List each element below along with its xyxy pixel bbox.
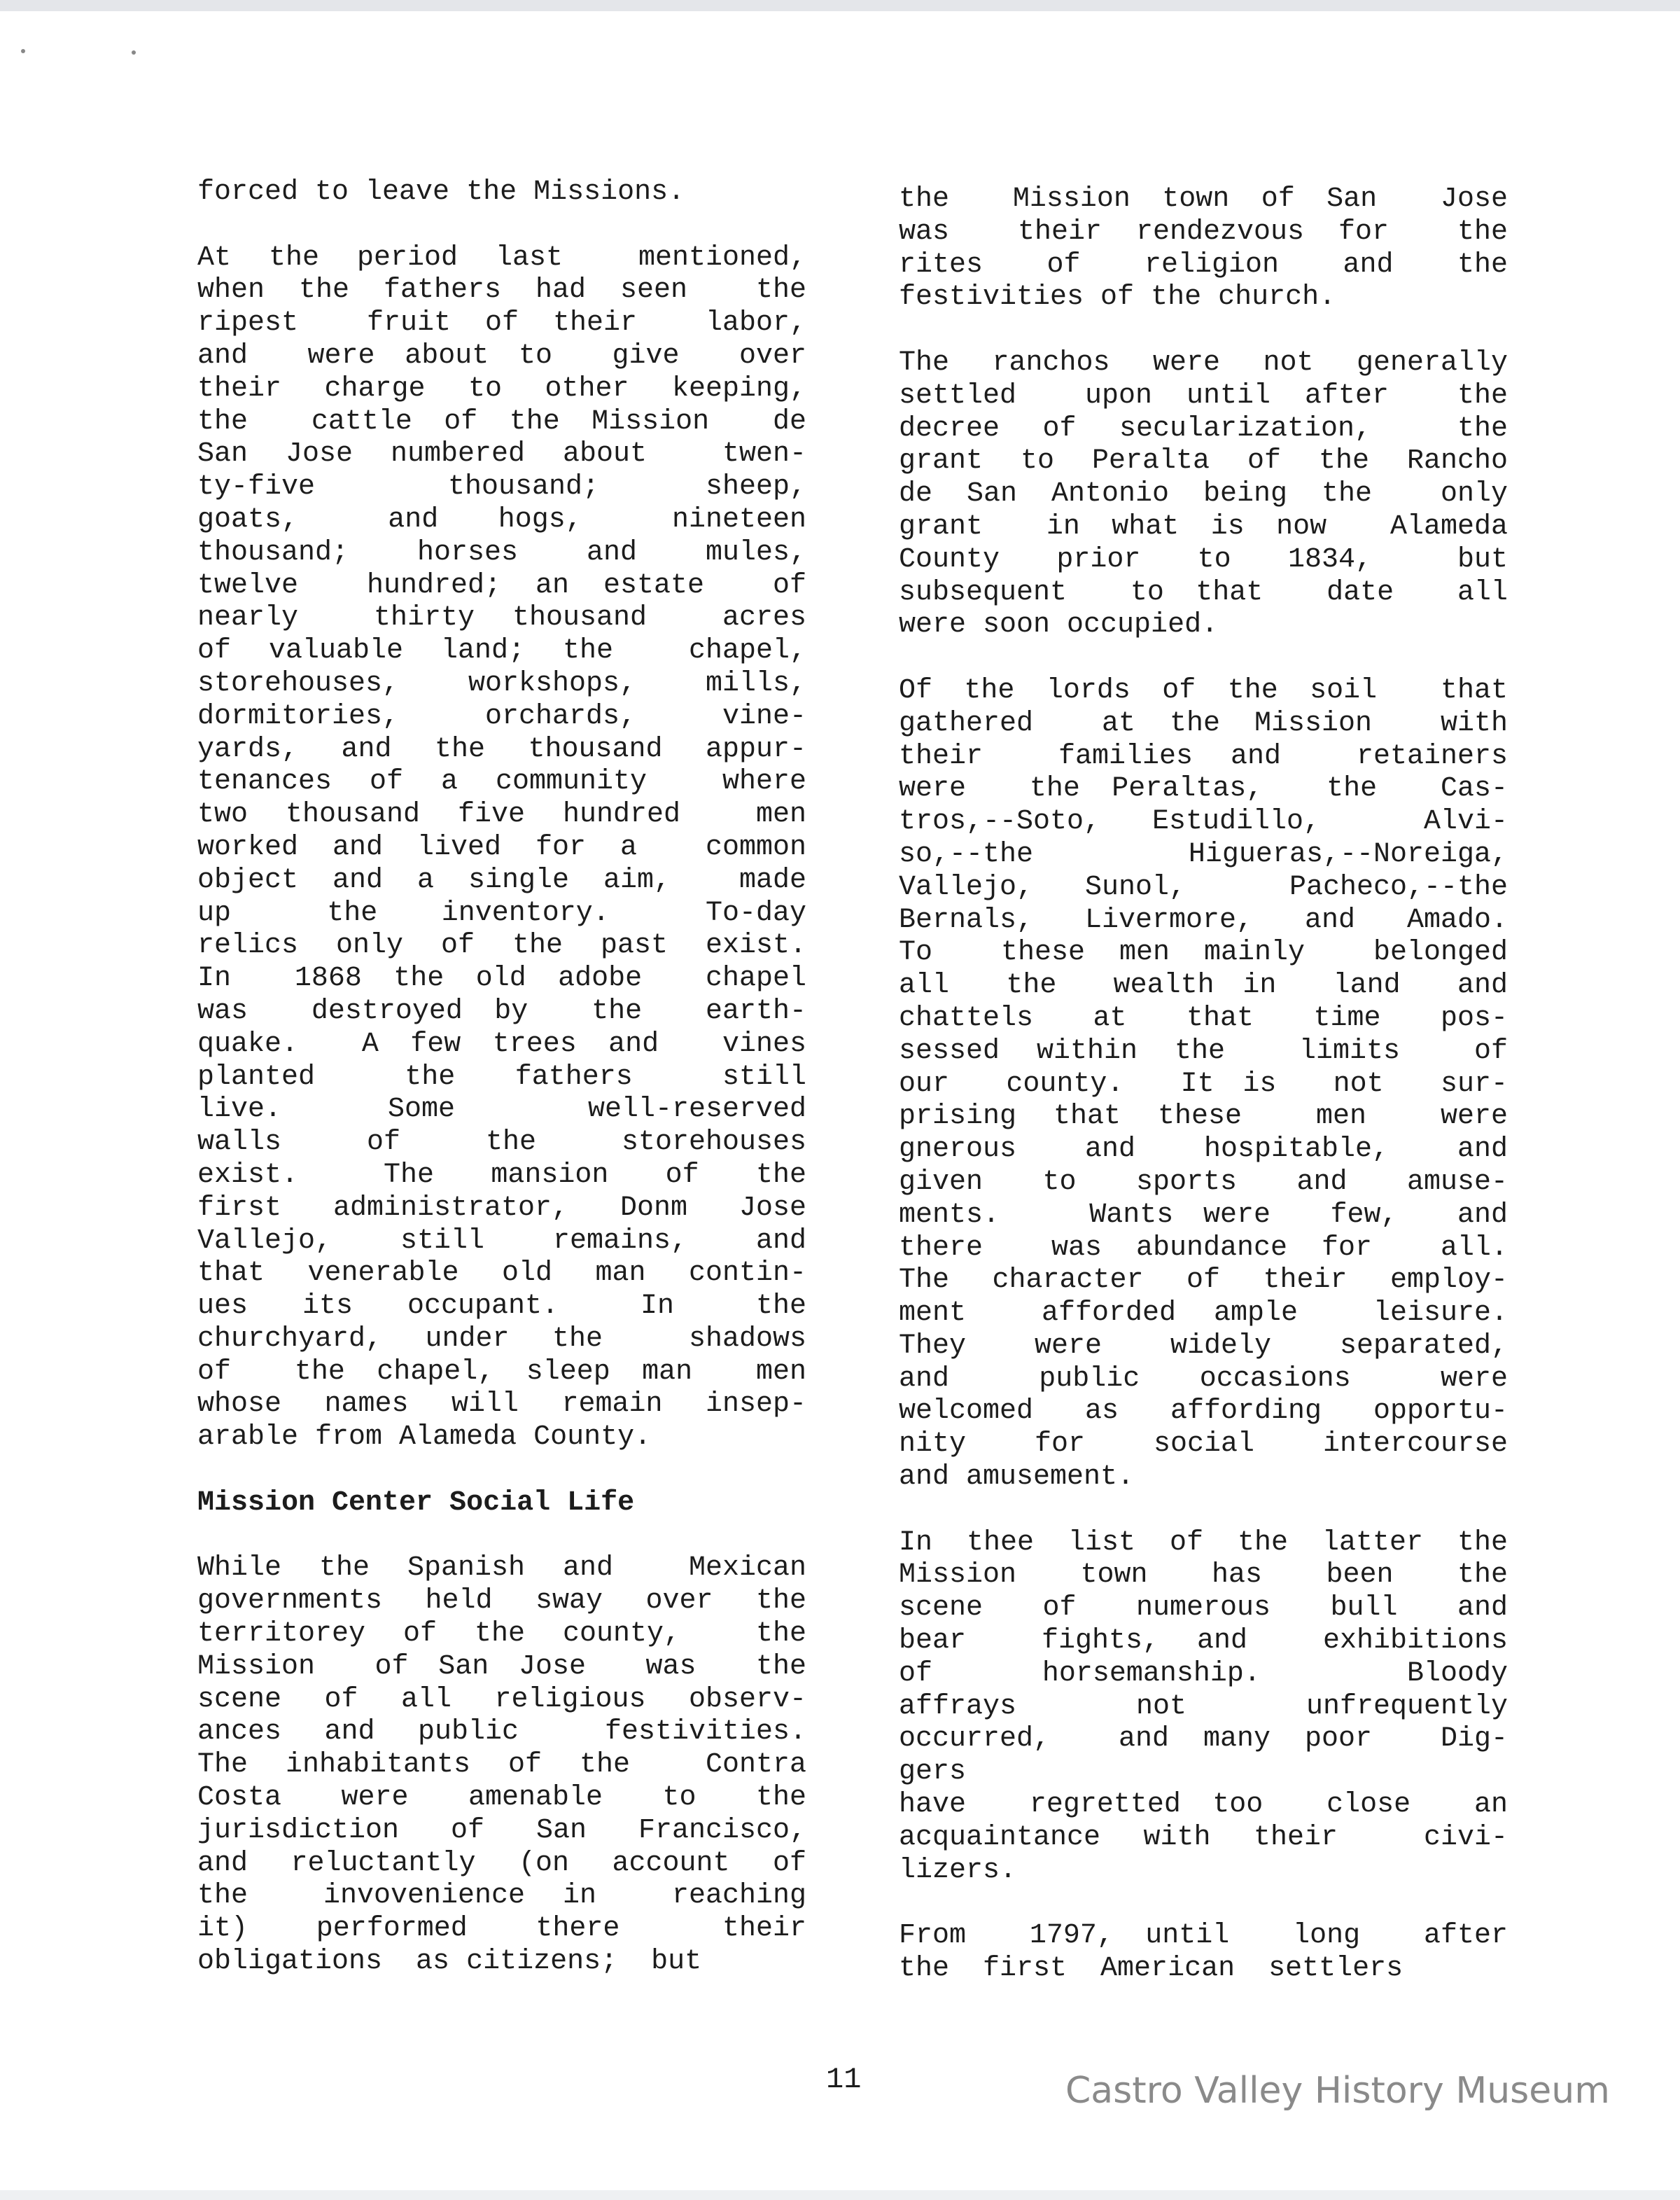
text-line: ripest fruit of their labor, [197, 307, 806, 340]
text-line: first administrator, Donm Jose [197, 1192, 806, 1224]
text-line: ty-five thousand; sheep, [197, 471, 806, 503]
text-line: Vallejo, Sunol, Pacheco,--the [899, 871, 1508, 903]
text-line: Costa were amenable to the [197, 1782, 806, 1814]
text-line: grant in what is now Alameda [899, 510, 1508, 543]
text-line: governments held sway over the [197, 1585, 806, 1617]
text-line: County prior to 1834, but [899, 543, 1508, 576]
text-line: While the Spanish and Mexican [197, 1552, 806, 1585]
scan-speck [21, 49, 25, 53]
text-line: rites of religion and the [899, 249, 1508, 281]
text-line: of horsemanship. Bloody [899, 1657, 1508, 1690]
text-line: whose names will remain insep- [197, 1388, 806, 1421]
paragraph [899, 1527, 1508, 1888]
paragraph [899, 675, 1508, 1494]
text-line: were the Peraltas, the Cas- [899, 773, 1508, 805]
text-line: ments. Wants were few, and [899, 1199, 1508, 1231]
text-line: bear fights, and exhibitions [899, 1625, 1508, 1657]
text-line: the cattle of the Mission de [197, 405, 806, 438]
text-line: gathered at the Mission with [899, 707, 1508, 739]
text-line: acquaintance with their civi- [899, 1821, 1508, 1853]
text-line: was destroyed by the earth- [197, 995, 806, 1027]
page-number: 11 [826, 2063, 862, 2096]
text-line: that venerable old man contin- [197, 1258, 806, 1290]
text-line: planted the fathers still [197, 1061, 806, 1093]
museum-watermark: Castro Valley History Museum [1065, 2070, 1610, 2112]
text-line: The character of their employ- [899, 1265, 1508, 1297]
text-line: prising that these men were [899, 1101, 1508, 1133]
text-line: affrays not unfrequently [899, 1690, 1508, 1722]
text-line: was their rendezvous for the [899, 216, 1508, 248]
text-line: The ranchos were not generally [899, 347, 1508, 379]
text-line: tros,--Soto, Estudillo, Alvi- [899, 806, 1508, 838]
text-line: To these men mainly belonged [899, 937, 1508, 969]
text-line: Bernals, Livermore, and Amado. [899, 904, 1508, 936]
text-line: nearly thirty thousand acres [197, 602, 806, 634]
text-line: two thousand five hundred men [197, 799, 806, 831]
paragraph [197, 242, 806, 1454]
section-heading: Mission Center Social Life [197, 1487, 635, 1519]
text-line: thousand; horses and mules, [197, 536, 806, 569]
text-line: so,--the Higueras,--Noreiga, [899, 838, 1508, 870]
text-line: when the fathers had seen the [197, 274, 806, 307]
text-line: quake. A few trees and vines [197, 1028, 806, 1060]
text-line: San Jose numbered about twen- [197, 438, 806, 471]
paragraph [899, 347, 1508, 642]
text-line: walls of the storehouses [197, 1127, 806, 1159]
text-line: nity for social intercourse [899, 1428, 1508, 1461]
text-line: obligations as citizens; but [197, 1946, 702, 1978]
left-column [197, 176, 806, 2012]
text-line: gers [899, 1756, 967, 1788]
text-line: all the wealth in land and [899, 970, 1508, 1002]
text-line: tenances of a community where [197, 766, 806, 798]
text-line: storehouses, workshops, mills, [197, 667, 806, 699]
scan-speck [132, 50, 136, 55]
text-line: of valuable land; the chapel, [197, 635, 806, 667]
text-line: At the period last mentioned, [197, 242, 806, 274]
text-line: grant to Peralta of the Rancho [899, 445, 1508, 478]
text-line: Mission of San Jose was the [197, 1650, 806, 1683]
text-line: chattels at that time pos- [899, 1002, 1508, 1034]
text-line: forced to leave the Missions. [197, 176, 685, 208]
text-line: de San Antonio being the only [899, 478, 1508, 510]
text-line: relics only of the past exist. [197, 930, 806, 962]
text-line: it) performed there their [197, 1913, 806, 1945]
text-line: jurisdiction of San Francisco, [197, 1814, 806, 1846]
text-line: From 1797, until long after [899, 1920, 1508, 1952]
text-line: decree of secularization, the [899, 412, 1508, 445]
scan-top-edge [0, 0, 1680, 11]
text-line: churchyard, under the shadows [197, 1323, 806, 1355]
text-line: occurred, and many poor Dig- [899, 1723, 1508, 1755]
text-line: Mission town has been the [899, 1559, 1508, 1592]
text-line: and public occasions were [899, 1363, 1508, 1395]
text-line: their families and retainers [899, 740, 1508, 772]
right-column [899, 183, 1508, 2019]
text-line: dormitories, orchards, vine- [197, 700, 806, 732]
text-line: Of the lords of the soil that [899, 674, 1508, 706]
text-line: yards, and the thousand appur- [197, 733, 806, 765]
text-line: ment afforded ample leisure. [899, 1297, 1508, 1330]
paragraph [899, 1920, 1508, 1986]
text-line: lizers. [899, 1854, 1017, 1886]
text-line: and were about to give over [197, 340, 806, 372]
text-line: of the chapel, sleep man men [197, 1356, 806, 1388]
paragraph [197, 1552, 806, 1978]
text-line: goats, and hogs, nineteen [197, 503, 806, 536]
text-line: the first American settlers [899, 1953, 1404, 1985]
text-line: They were widely separated, [899, 1330, 1508, 1362]
text-line: up the inventory. To-day [197, 897, 806, 929]
text-line: and amusement. [899, 1461, 1135, 1494]
text-line: have regretted too close an [899, 1789, 1508, 1821]
paragraph [899, 183, 1508, 314]
text-line: our county. It is not sur- [899, 1068, 1508, 1100]
text-line: The inhabitants of the Contra [197, 1749, 806, 1781]
text-line: ances and public festivities. [197, 1716, 806, 1748]
text-line: worked and lived for a common [197, 831, 806, 863]
text-line: Vallejo, still remains, and [197, 1225, 806, 1257]
text-line: ues its occupant. In the [197, 1290, 806, 1323]
text-line: twelve hundred; an estate of [197, 569, 806, 601]
text-line: territorey of the county, the [197, 1618, 806, 1650]
text-line: arable from Alameda County. [197, 1421, 652, 1454]
text-line: there was abundance for all. [899, 1232, 1508, 1264]
text-line: the Mission town of San Jose [899, 183, 1508, 215]
text-line: their charge to other keeping, [197, 373, 806, 405]
text-line: welcomed as affording opportu- [899, 1395, 1508, 1428]
text-line: exist. The mansion of the [197, 1159, 806, 1191]
text-line: object and a single aim, made [197, 864, 806, 896]
text-line: In thee list of the latter the [899, 1526, 1508, 1559]
paragraph [197, 176, 806, 209]
text-line: given to sports and amuse- [899, 1166, 1508, 1198]
text-line: subsequent to that date all [899, 576, 1508, 608]
text-line: scene of numerous bull and [899, 1592, 1508, 1624]
text-line: were soon occupied. [899, 609, 1219, 641]
text-line: In 1868 the old adobe chapel [197, 963, 806, 995]
scan-bottom-edge [0, 2190, 1680, 2200]
text-line: live. Some well-reserved [197, 1094, 806, 1126]
text-line: scene of all religious observ- [197, 1683, 806, 1715]
text-line: festivities of the church. [899, 281, 1336, 314]
text-line: the invovenience in reaching [197, 1880, 806, 1912]
text-line: gnerous and hospitable, and [899, 1134, 1508, 1166]
text-line: and reluctantly (on account of [197, 1847, 806, 1879]
text-line: sessed within the limits of [899, 1035, 1508, 1067]
text-line: settled upon until after the [899, 380, 1508, 412]
